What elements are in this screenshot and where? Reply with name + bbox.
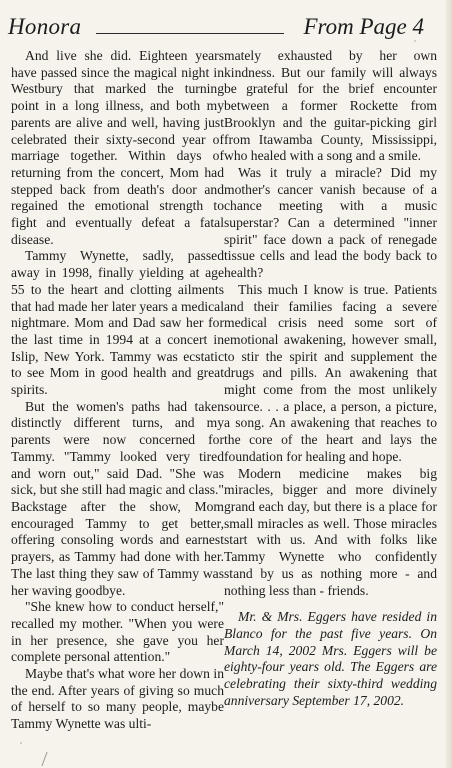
paper-speck (437, 300, 439, 302)
paragraph: Maybe that's what wore her down in the end. After years of giving so much of herself to so many people, maybe Tammy Wynette was ulti- (11, 666, 224, 732)
paragraph: And live she did. Eighteen years have passed since the magical night in Westbury that marked the turning point in a long illness, and both my parents are alive and well, having just celebrated their sixty-second year of marriage together. Within days of returning from the concert, Mom had stepped back from death's door and regained the emotional strength to fight and eventually defeat a fatal disease. (11, 48, 224, 247)
author-footnote: Mr. & Mrs. Eggers have resided in Blanco for the past five years. On March 14, 2002 Mrs. Eggers will be eighty-four years old. The Eggers are celebrating their sixty-third wedding anniversary September 17, 2002. (224, 609, 437, 708)
paper-speck (20, 742, 22, 744)
paper-speck (414, 40, 416, 42)
page-header (0, 0, 452, 44)
paragraph: Tammy Wynette, sadly, passed away in 1998, finally yielding at age 55 to the heart and clotting ailments that had made her later years a medical nightmare. Mom and Dad saw her for the last time in 1994 at a concert in Islip, New York. Tammy was ecstatic to see Mom in good health and great spirits. (11, 248, 224, 398)
paragraph: Modern medicine makes big miracles, bigger and more divinely grand each day, but there is a place for small miracles as well. Those miracles start with us. And with folks like Tammy Wynette who confidently stand by us as nothing more - and nothing less than - friends. (224, 465, 437, 598)
paragraph-continuation: mately exhausted by her own kindness. But our family will always be grateful for the brief encounter between a former Rockette from Brooklyn and the guitar-picking girl from Itawamba County, Mississippi, who healed with a song and a smile. (224, 48, 437, 164)
scan-mark (41, 752, 55, 766)
paragraph: But the women's paths had taken distinctly different turns, and my parents were now concerned for Tammy. "Tammy looked very tired and worn out," said Dad. "She was sick, but she still had magic and class." Backstage after the show, Mom encouraged Tammy to get better, offering consoling words and earnest prayers, as Tammy had done with her. The last thing they saw of Tammy was her waving goodbye. (11, 398, 224, 598)
paragraph: This much I know is true. Patients and their families facing a severe medical crisis need some sort of emotional awakening, however small, to stir the spirit and supplement the drugs and pills. An awakening that might come from the most unlikely source. . . a place, a person, a picture, a song. An awakening that reaches to the core of the heart and lays the foundation for healing and hope. (224, 281, 437, 464)
continued-from-label: From Page 4 (303, 14, 424, 39)
left-column (11, 48, 224, 733)
paper-edge (446, 0, 452, 768)
paragraph: "She knew how to conduct herself," recalled my mother. "When you were in her presence, she gave you her complete personal attention." (11, 599, 224, 665)
paragraph: Was it truly a miracle? Did my mother's cancer vanish because of a chance meeting with a music superstar? Can a determined "inner spirit" face down a pack of renegade tissue cells and lead the body back to health? (224, 164, 437, 281)
header-rule (96, 33, 284, 34)
column-title: Honora (8, 14, 82, 39)
right-column (224, 48, 437, 709)
